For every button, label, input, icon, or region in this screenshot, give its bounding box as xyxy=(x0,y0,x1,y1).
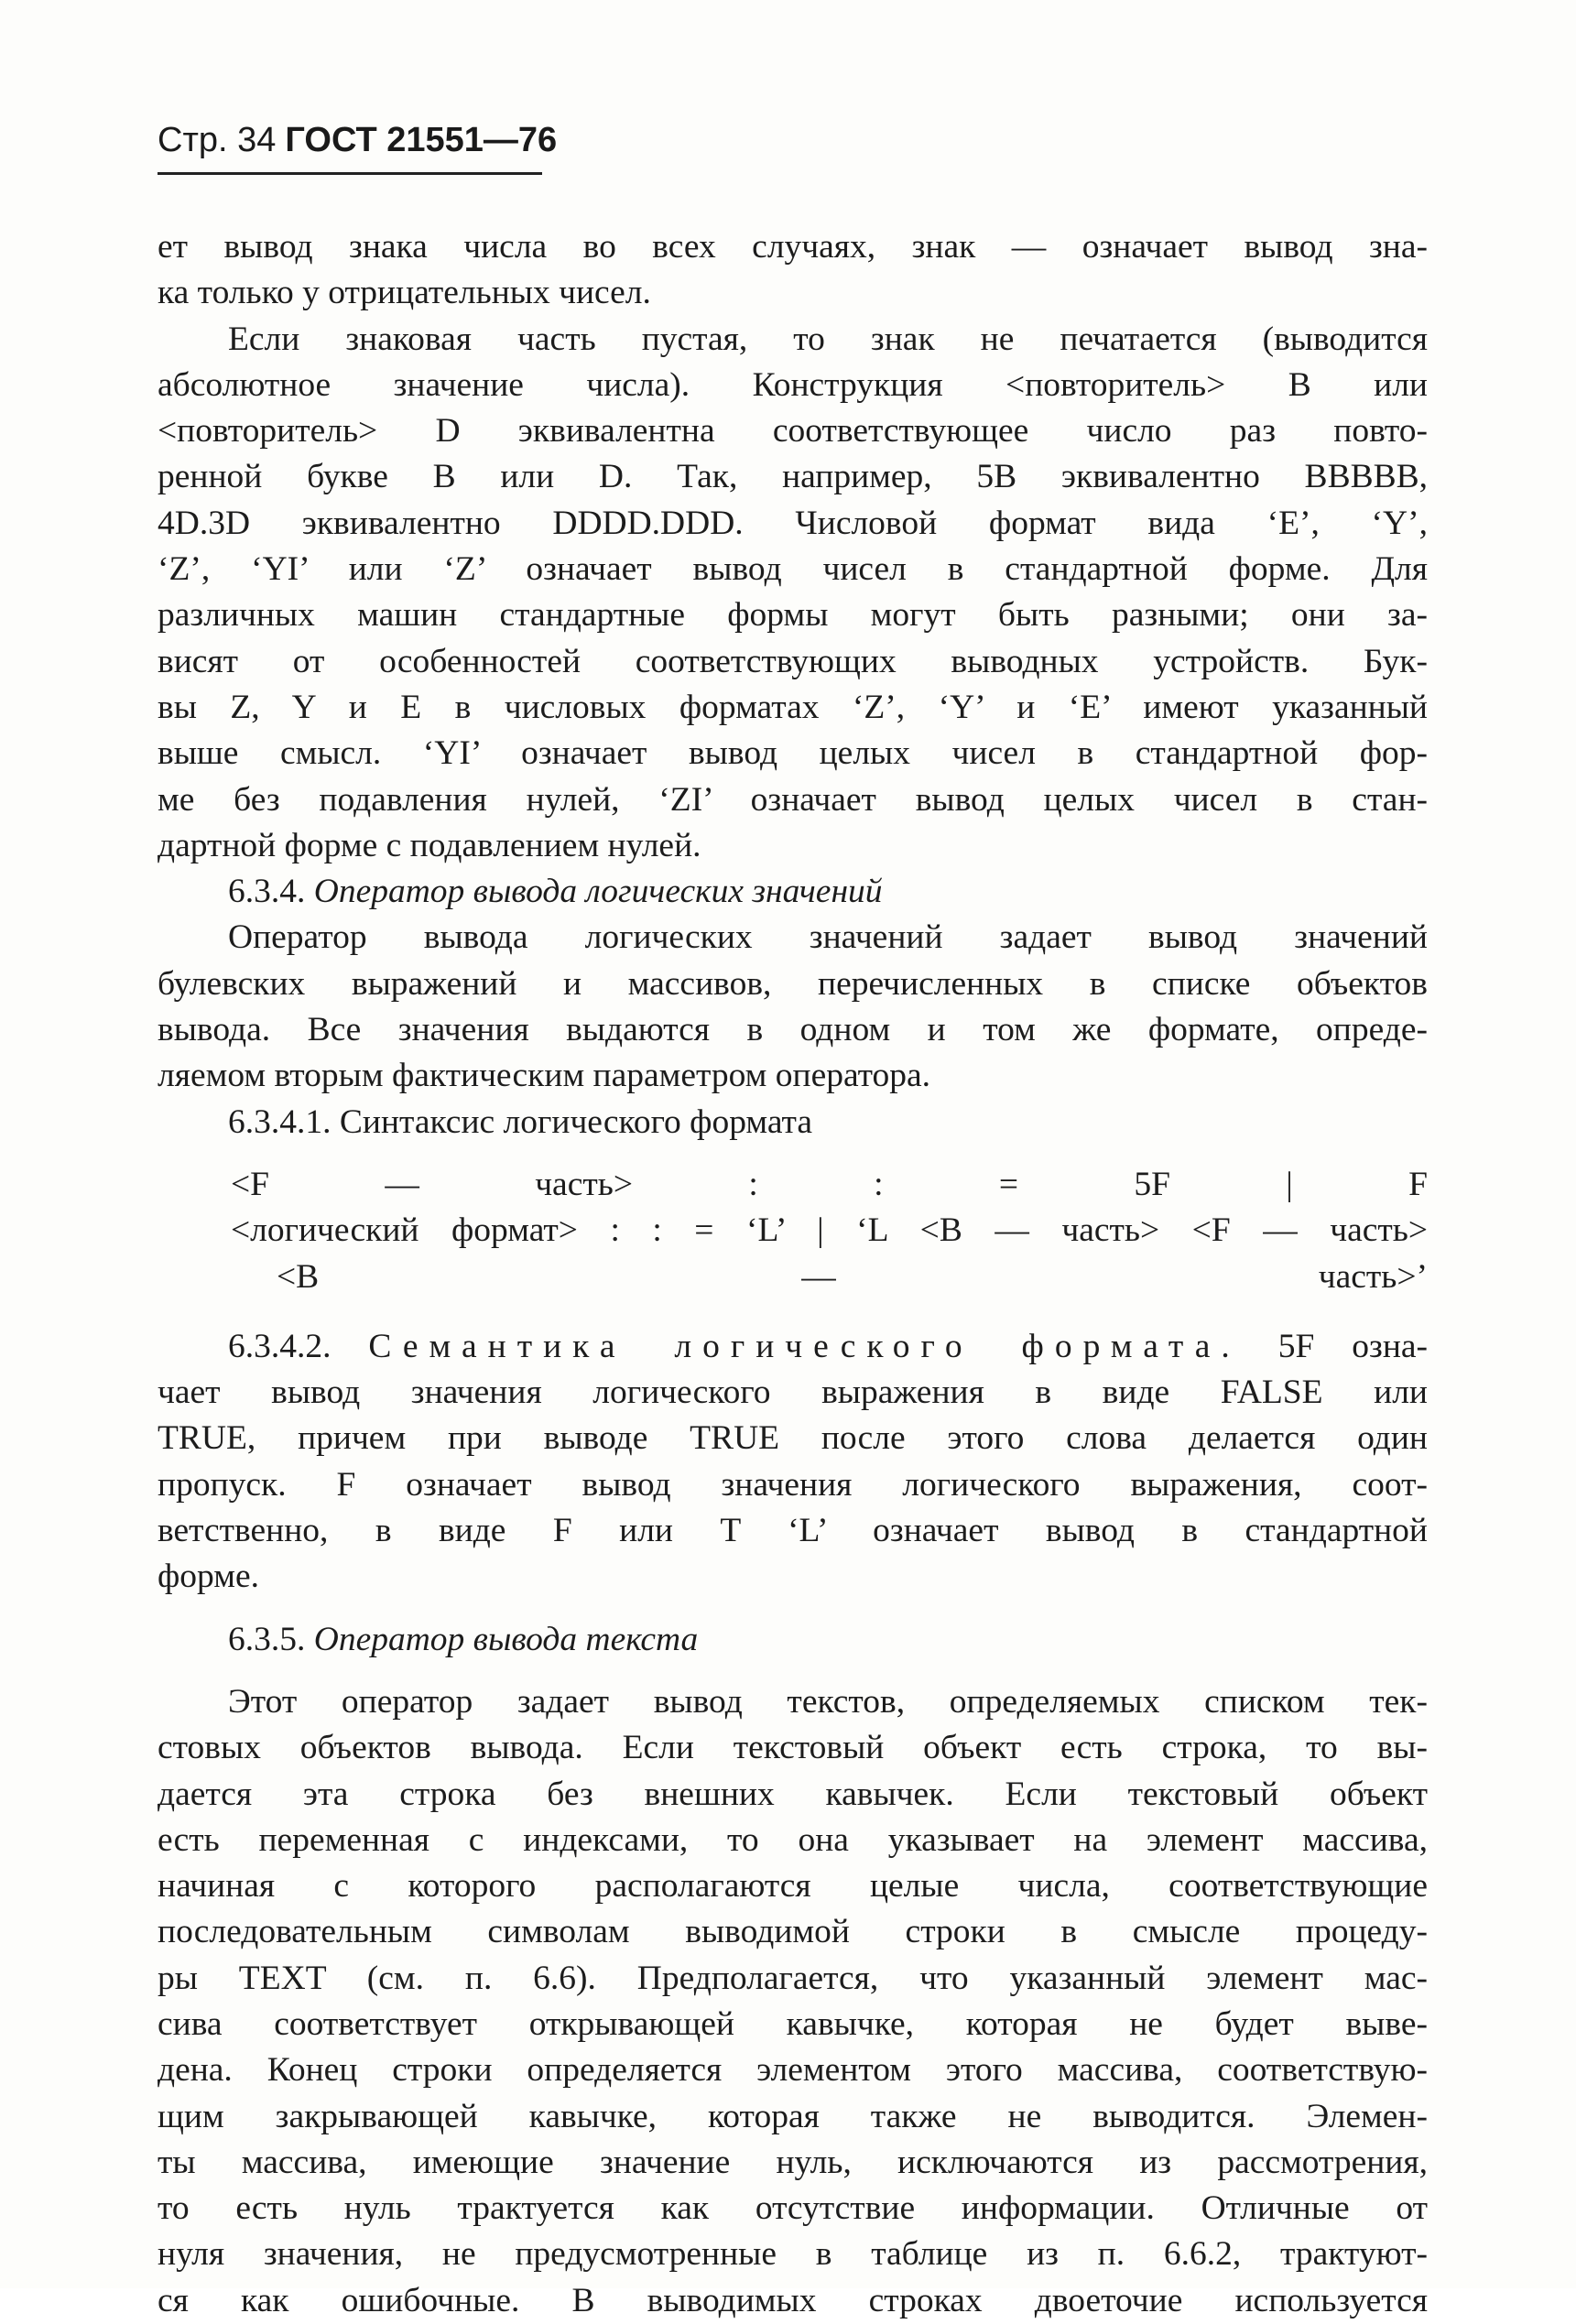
text-line: ка только у отрицательных чисел. xyxy=(158,274,651,312)
text-line: форме. xyxy=(158,1558,259,1596)
text-line: абсолютное значение числа). Конструкция <повторитель> B или xyxy=(158,365,1428,404)
text-line: выше смысл. ‘YI’ означает вывод целых чисел в стандартной фор- xyxy=(158,734,1428,773)
text-line: последовательным символам выводимой строки в смысле процеду- xyxy=(158,1913,1428,1951)
spacer xyxy=(158,1663,1428,1679)
text-line: Оператор вывода логических значений задает вывод значений xyxy=(228,918,1428,957)
text-line: нуля значения, не предусмотренные в таблице из п. 6.6.2, трактуют- xyxy=(158,2235,1428,2274)
text-line: ет вывод знака числа во всех случаях, знак — означает вывод зна- xyxy=(158,228,1428,266)
section-number: 6.3.5. xyxy=(228,1620,306,1658)
text-line: вы Z, Y и E в числовых форматах ‘Z’, ‘Y’ и ‘E’ имеют указанный xyxy=(158,688,1428,726)
section-number: 6.3.4.2. xyxy=(228,1327,332,1365)
section-heading-6-3-5 xyxy=(158,1617,1428,1663)
page-number: Стр. 34 xyxy=(158,121,277,159)
spacer xyxy=(158,1146,1428,1162)
section-title: Оператор вывода логических значений xyxy=(313,873,883,911)
text-line: пропуск. F означает вывод значения логического выражения, соот- xyxy=(158,1465,1428,1504)
text-line: дартной форме с подавлением нулей. xyxy=(158,826,701,864)
text-line: вывода. Все значения выдаются в одном и том же формате, опреде- xyxy=(158,1011,1428,1049)
text-line: есть переменная с индексами, то она указывает на элемент массива, xyxy=(158,1820,1428,1859)
section-number: 6.3.4. xyxy=(228,873,306,911)
text-line: начиная с которого располагаются целые числа, соответствующие xyxy=(158,1867,1428,1906)
spacer xyxy=(158,1601,1428,1617)
syntax-formula: <B — часть>’ xyxy=(277,1257,1428,1296)
text-line: дена. Конец строки определяется элементом этого массива, соответствую- xyxy=(158,2051,1428,2090)
text-line: ренной букве B или D. Так, например, 5B эквивалентно BBBBB, xyxy=(158,458,1428,496)
text-line: ме без подавления нулей, ‘ZI’ означает вывод целых чисел в стан- xyxy=(158,780,1428,819)
text-line: висят от особенностей соответствующих выводных устройств. Бук- xyxy=(158,642,1428,680)
text-line: Этот оператор задает вывод текстов, определяемых списком тек- xyxy=(228,1682,1428,1721)
section-heading-6-3-4-2 xyxy=(158,1324,1428,1370)
section-heading-6-3-4-1: 6.3.4.1. Синтаксис логического формата xyxy=(228,1102,813,1141)
text-line: Если знаковая часть пустая, то знак не печатается (выводится xyxy=(228,320,1428,358)
section-title: Оператор вывода текста xyxy=(313,1620,699,1658)
section-heading-6-3-4 xyxy=(158,869,1428,915)
standard-code: ГОСТ 21551—76 xyxy=(285,121,558,159)
text-line: ‘Z’, ‘YI’ или ‘Z’ означает вывод чисел в стандартной форме. Для xyxy=(158,550,1428,589)
text-fragment: 5F озна- xyxy=(1277,1327,1429,1365)
text-line: булевских выражений и массивов, перечисленных в списке объектов xyxy=(158,964,1428,1003)
text-line: щим закрывающей кавычке, которая также не выводится. Элемен- xyxy=(158,2097,1428,2135)
text-line: различных машин стандартные формы могут быть разными; они за- xyxy=(158,596,1428,635)
text-line: дается эта строка без внешних кавычек. Если текстовый объект xyxy=(158,1775,1428,1813)
text-line: чает вывод значения логического выражения в виде FALSE или xyxy=(158,1374,1428,1412)
text-line: сива соответствует открывающей кавычке, которая не будет выве- xyxy=(158,2004,1428,2043)
text-line: ся как ошибочные. В выводимых строках двоеточие используется xyxy=(158,2281,1428,2319)
page-header xyxy=(158,121,557,160)
syntax-formula: <F — часть> : : = 5F | F xyxy=(231,1165,1428,1203)
syntax-formula: <логический формат> : : = ‘L’ | ‘L <B — часть> <F — часть> xyxy=(231,1211,1428,1250)
text-line: ветственно, в виде F или T ‘L’ означает вывод в стандартной xyxy=(158,1512,1428,1550)
text-line: <повторитель> D эквивалентна соответствующее число раз повто- xyxy=(158,412,1428,451)
text-line: стовых объектов вывода. Если текстовый объект есть строка, то вы- xyxy=(158,1729,1428,1767)
document-body xyxy=(158,224,1428,2324)
section-title: Семантика логического формата. xyxy=(368,1327,1241,1365)
text-line: то есть нуль трактуется как отсутствие информации. Отличные от xyxy=(158,2189,1428,2228)
text-line: ры TEXT (см. п. 6.6). Предполагается, что указанный элемент мас- xyxy=(158,1959,1428,1997)
text-line: 4D.3D эквивалентно DDDD.DDD. Числовой формат вида ‘E’, ‘Y’, xyxy=(158,504,1428,542)
text-line: ты массива, имеющие значение нуль, исключаются из рассмотрения, xyxy=(158,2143,1428,2181)
spacer xyxy=(158,1300,1428,1324)
text-line: ляемом вторым фактическим параметром оператора. xyxy=(158,1057,931,1095)
text-line: TRUE, причем при выводе TRUE после этого слова делается один xyxy=(158,1419,1428,1458)
header-rule xyxy=(158,172,542,175)
